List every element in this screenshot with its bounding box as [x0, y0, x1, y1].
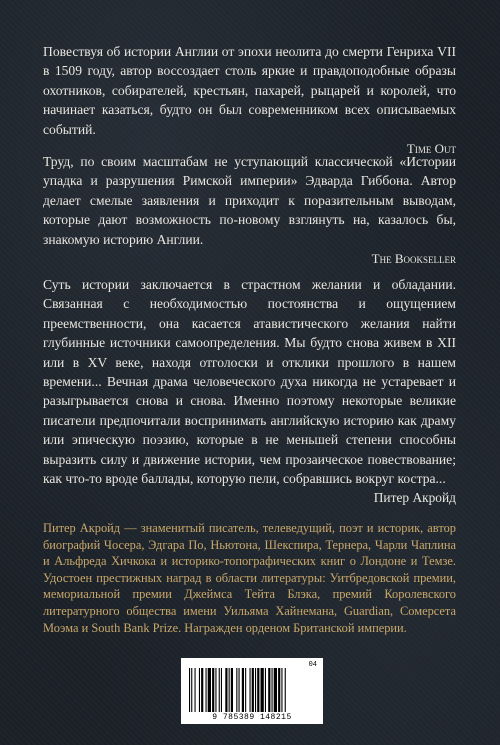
barcode-bar — [191, 668, 192, 712]
barcode-bar — [236, 668, 237, 712]
isbn-barcode — [181, 658, 323, 724]
barcode-bar — [212, 668, 214, 712]
barcode-bar — [225, 668, 227, 712]
barcode-bar — [206, 668, 207, 712]
barcode-bar — [265, 668, 266, 712]
barcode-bar — [239, 668, 240, 712]
barcode-bar — [257, 668, 259, 712]
barcode-bar — [229, 668, 230, 712]
barcode-bar — [268, 668, 270, 712]
review-quote-2 — [43, 152, 456, 268]
barcode-bar — [252, 668, 254, 712]
author-quote-text: Суть истории заключается в страстном желании и обладании. Связанная с необходимостью постоянства и ощущением преемственности, она касается атавистического желания найти глубинные источники самоопределения. Мы будто снова живем в XII или в XV веке, находя отголоски и отклики прошлого в нашем времени... Вечная драма человеческого духа никогда не устаревает и разыгрывается снова и снова. Именно поэтому некоторые великие писатели предпочитали воспринимать английскую историю как драму или эпическую поэзию, которые в не меньшей степени способны выразить силу и движение истории, чем прозаическое повествование; как что-то вроде баллады, которую пели, собравшись вокруг костра... — [43, 277, 456, 487]
review-quote-text: Труд, по своим масштабам не уступающий классической «Истории упадка и разрушения Римской империи» Эдварда Гиббона. Автор делает смелые заявления и приходит к поразительным выводам, которые дают возможность по-новому взглянуть на, казалось бы, знакомую историю Англии. — [43, 154, 456, 247]
review-source: Time Out — [406, 141, 456, 157]
barcode-bar — [189, 668, 190, 712]
barcode-bar — [272, 668, 273, 712]
review-source: The Bookseller — [371, 251, 456, 267]
author-quote — [43, 275, 456, 507]
barcode-bar — [221, 668, 222, 712]
author-biography-text: Питер Акройд — знаменитый писатель, телеведущий, поэт и историк, автор биографий Чосера, Эдгара По, Ньютона, Шекспира, Тернера, Чарли Чаплина и Альфреда Хичкока и историко-топографических книг о Лондоне и Темзе. Удостоен престижных наград в области литературы: Уитбредовской премии, мемориальной премии Джеймса Тейта Блэка, премий Королевского литературного общества имени Уильяма Хайнемана, Guardian, Сомерсета Моэма и South Bank Prize. Награжден орденом Британской империи. — [43, 521, 456, 635]
barcode-bar — [208, 668, 211, 712]
author-quote-source: Питер Акройд — [373, 490, 456, 506]
author-biography — [43, 520, 456, 636]
barcode-bar — [219, 668, 220, 712]
barcode-bar — [285, 668, 286, 712]
barcode-addon-number: 04 — [308, 661, 317, 669]
barcode-bar — [261, 668, 264, 712]
barcode-bar — [199, 668, 200, 712]
barcode-bar — [242, 668, 244, 712]
barcode-number: 9 785389 148215 — [212, 713, 292, 722]
review-quote-text: Повествуя об истории Англии от эпохи неолита до смерти Генриха VII в 1509 году, автор воссоздает столь яркие и правдоподобные образы охотников, собирателей, крестьян, пахарей, рыцарей и королей, что начинает казаться, будто он был современником всех описываемых событий. — [43, 44, 456, 137]
barcode-bar — [215, 668, 216, 712]
barcode-bar — [231, 668, 233, 712]
barcode-bar — [195, 668, 196, 712]
barcode-bar — [245, 668, 246, 712]
barcode-bar — [278, 668, 280, 712]
barcode-bar — [281, 668, 282, 712]
barcode-bar — [201, 668, 203, 712]
barcode-bar — [250, 668, 251, 712]
barcode-bar — [255, 668, 256, 712]
barcode-bar — [274, 668, 277, 712]
review-quote-1 — [43, 42, 456, 158]
